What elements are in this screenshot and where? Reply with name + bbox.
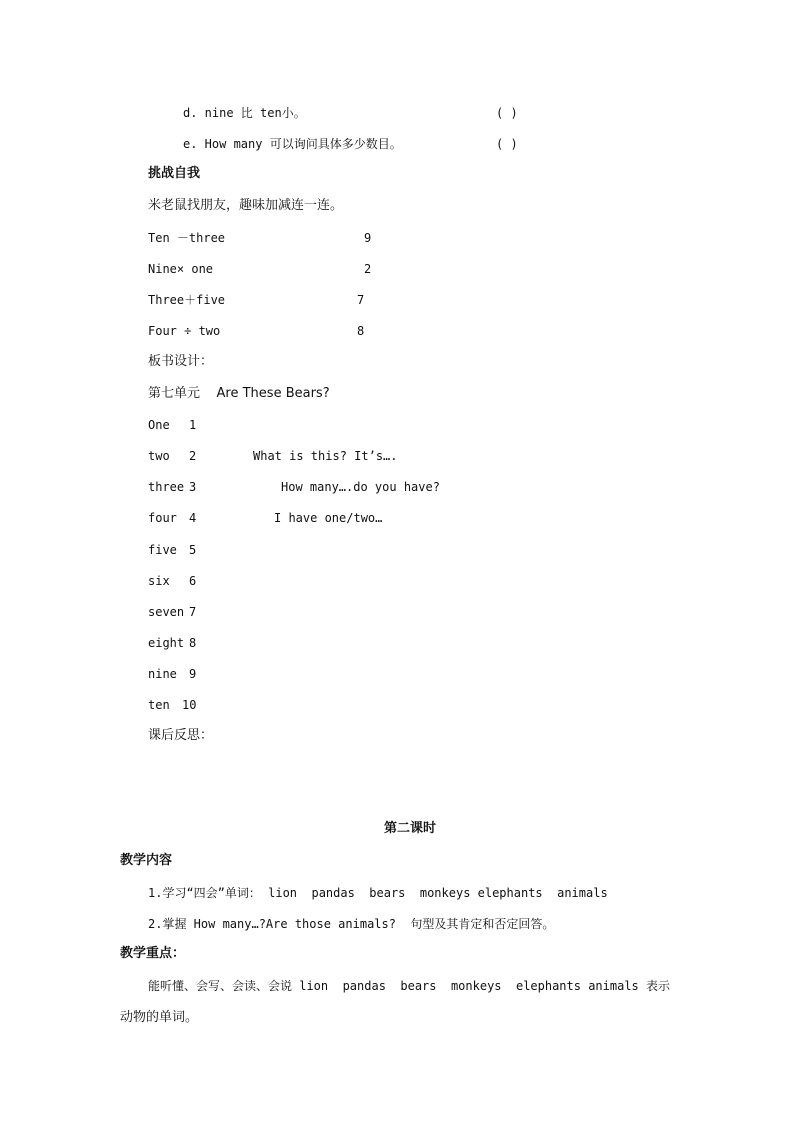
board-number-word: eight — [148, 636, 185, 650]
challenge-expr: Nine× one — [148, 262, 214, 276]
board-phrase: What is this? It’s…. — [253, 449, 398, 463]
challenge-answer: 8 — [357, 324, 365, 338]
board-number-digit: 6 — [189, 574, 197, 588]
judgement-item-d: d. nine 比 ten小。 — [183, 106, 306, 120]
teaching-content-heading: 教学内容 — [120, 853, 173, 868]
challenge-answer: 9 — [364, 231, 372, 245]
board-number-word: three — [148, 480, 185, 494]
teaching-key-line-1: 能听懂、会写、会读、会说 lion pandas bears monkeys elephants animals 表示 — [148, 979, 671, 993]
board-number-digit: 10 — [182, 698, 197, 712]
challenge-answer: 2 — [364, 262, 372, 276]
judgement-item-e-blank: ( ) — [496, 137, 518, 151]
board-number-digit: 9 — [189, 667, 197, 681]
board-heading: 板书设计： — [148, 354, 214, 369]
board-number-digit: 1 — [189, 418, 197, 432]
board-number-word: One — [148, 418, 170, 432]
lesson2-title: 第二课时 — [384, 821, 437, 836]
board-number-word: five — [148, 543, 177, 557]
board-number-word: four — [148, 511, 177, 525]
board-number-digit: 8 — [189, 636, 197, 650]
judgement-item-d-blank: ( ) — [496, 106, 518, 120]
challenge-answer: 7 — [357, 293, 365, 307]
board-number-word: seven — [148, 605, 185, 619]
judgement-item-e: e. How many 可以询问具体多少数目。 — [183, 137, 402, 151]
board-phrase: I have one/two… — [274, 511, 383, 525]
teaching-content-item-2: 2.掌握 How many…?Are those animals? 句型及其肯定和否定回答。 — [148, 917, 555, 931]
board-number-digit: 4 — [189, 511, 197, 525]
board-unit-title: 第七单元 Are These Bears? — [148, 386, 330, 401]
board-number-digit: 5 — [189, 543, 197, 557]
board-number-digit: 2 — [189, 449, 197, 463]
challenge-expr: Three＋five — [148, 293, 226, 307]
board-number-word: nine — [148, 667, 177, 681]
challenge-expr: Four ÷ two — [148, 324, 221, 338]
board-number-word: two — [148, 449, 170, 463]
teaching-key-heading: 教学重点： — [120, 946, 186, 961]
reflection-heading: 课后反思： — [148, 728, 214, 743]
challenge-heading: 挑战自我 — [148, 166, 201, 181]
teaching-key-line-2: 动物的单词。 — [120, 1010, 199, 1025]
board-phrase: How many….do you have? — [281, 480, 440, 494]
board-number-digit: 3 — [189, 480, 197, 494]
challenge-instruction: 米老鼠找朋友，趣味加减连一连。 — [148, 198, 344, 213]
board-number-word: ten — [148, 698, 170, 712]
challenge-expr: Ten －three — [148, 231, 226, 245]
board-number-digit: 7 — [189, 605, 197, 619]
teaching-content-item-1: 1.学习“四会”单词： lion pandas bears monkeys elephants animals — [148, 886, 608, 900]
board-number-word: six — [148, 574, 170, 588]
